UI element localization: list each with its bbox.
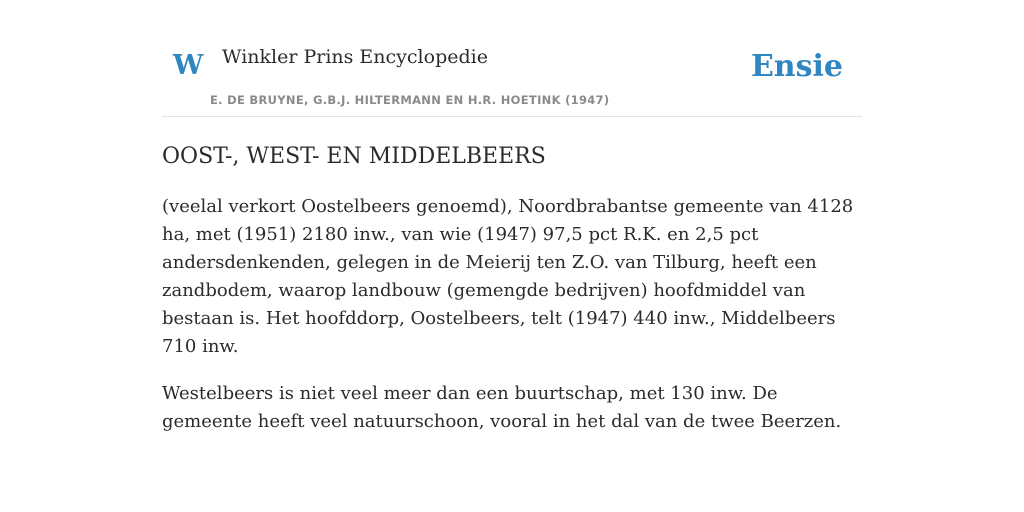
article-paragraph: (veelal verkort Oostelbeers genoemd), Noordbrabantse gemeente van 4128 ha, met (1951) 2180 inw., van wie (1947) 97,5 pct R.K. en 2,5 pct andersdenkenden, gelegen in de Meierij ten Z.O. van Tilburg, heeft een zandbodem, waarop landbouw (gemengde bedrijven) hoofdmiddel van bestaan is. Het hoofddorp, Oostelbeers, telt (1947) 440 inw., Middelbeers 710 inw. bbox=[162, 195, 854, 357]
source-title[interactable]: Winkler Prins Encyclopedie bbox=[222, 46, 488, 68]
source-logo[interactable]: W bbox=[173, 50, 204, 81]
source-authors: E. DE BRUYNE, G.B.J. HILTERMANN EN H.R. HOETINK (1947) bbox=[210, 93, 610, 107]
source-header bbox=[162, 0, 862, 117]
article-paragraph: Westelbeers is niet veel meer dan een buurtschap, met 130 inw. De gemeente heeft veel natuurschoon, vooral in het dal van de twee Beerzen. bbox=[162, 382, 842, 432]
brand-logo-link[interactable]: Ensie bbox=[750, 49, 843, 84]
page bbox=[162, 0, 862, 436]
article-title: OOST-, WEST- EN MIDDELBEERS bbox=[162, 144, 546, 169]
